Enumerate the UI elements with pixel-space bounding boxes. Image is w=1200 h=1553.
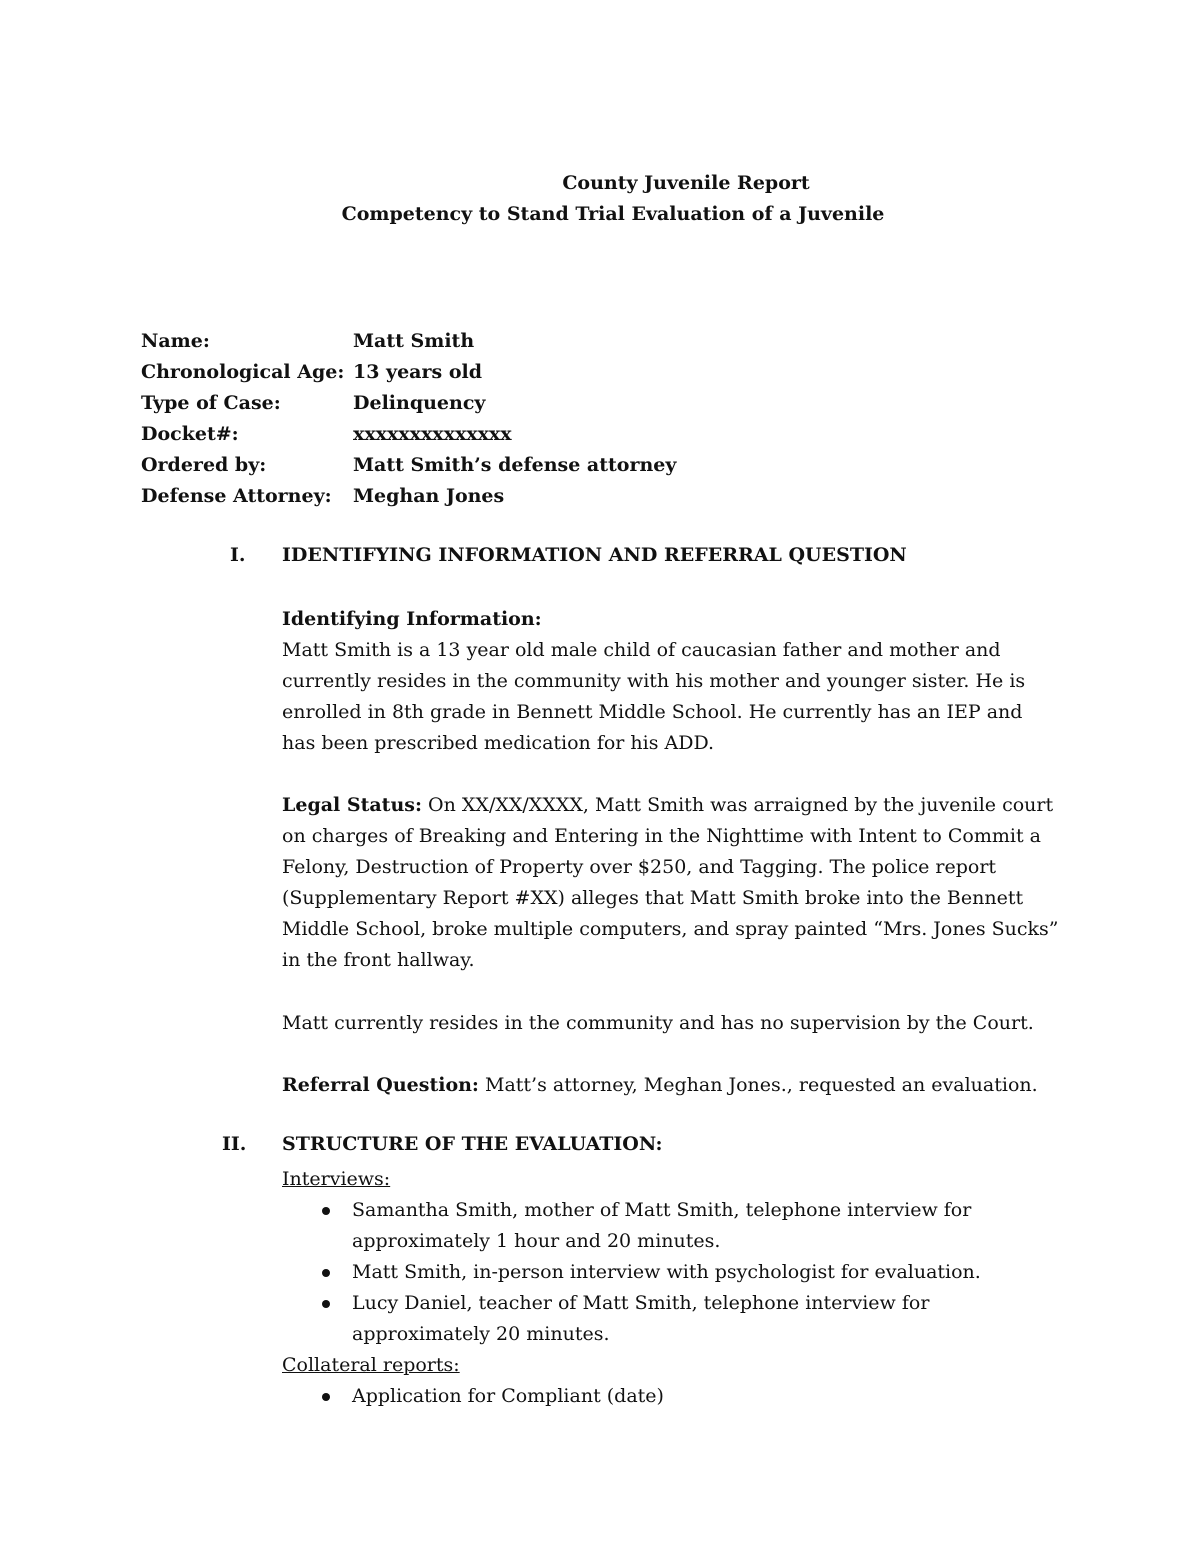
- section-1-number: I.: [230, 544, 246, 566]
- legal-status-label: Legal Status:: [282, 794, 422, 816]
- list-item-text: Lucy Daniel, teacher of Matt Smith, telephone interview for approximately 20 minutes.: [352, 1292, 930, 1345]
- list-item-text: Matt Smith, in-person interview with psychologist for evaluation.: [352, 1261, 981, 1283]
- info-value: 13 years old: [353, 361, 482, 383]
- interviews-label: Interviews:: [282, 1168, 391, 1190]
- list-item: [282, 1288, 982, 1350]
- info-label: Docket#:: [141, 423, 239, 445]
- bullet-icon: [322, 1269, 330, 1277]
- info-label: Chronological Age:: [141, 361, 345, 383]
- bullet-icon: [322, 1393, 330, 1401]
- collateral-reports-list: [282, 1381, 982, 1412]
- bullet-icon: [322, 1207, 330, 1215]
- interviews-list: [282, 1195, 982, 1350]
- info-label: Ordered by:: [141, 454, 267, 476]
- list-item: [282, 1381, 982, 1412]
- list-item-text: Samantha Smith, mother of Matt Smith, telephone interview for approximately 1 hour and 20 minutes.: [352, 1199, 972, 1252]
- identifying-info-text: Matt Smith is a 13 year old male child of caucasian father and mother and currently resides in the community with his mother and younger sister. He is enrolled in 8th grade in Bennett Middle School. He currently has an IEP and has been prescribed medication for his ADD.: [282, 639, 1026, 754]
- list-item: [282, 1195, 982, 1257]
- report-subtitle: Competency to Stand Trial Evaluation of a Juvenile: [341, 203, 885, 225]
- info-value: Matt Smith’s defense attorney: [353, 454, 677, 476]
- legal-status-paragraph: [282, 790, 1072, 976]
- info-value: xxxxxxxxxxxxxx: [353, 423, 512, 445]
- info-value: Meghan Jones: [353, 485, 505, 507]
- section-1-heading: IDENTIFYING INFORMATION AND REFERRAL QUESTION: [282, 544, 907, 566]
- section-2-number: II.: [222, 1133, 247, 1155]
- info-value: Matt Smith: [353, 330, 475, 352]
- supervision-paragraph: Matt currently resides in the community and has no supervision by the Court.: [282, 1012, 1034, 1034]
- info-label: Type of Case:: [141, 392, 281, 414]
- identifying-info-paragraph: [282, 635, 1052, 759]
- section-2-heading: STRUCTURE OF THE EVALUATION:: [282, 1133, 663, 1155]
- info-label: Name:: [141, 330, 210, 352]
- identifying-info-heading: Identifying Information:: [282, 608, 542, 630]
- referral-question-paragraph: [282, 1070, 1038, 1101]
- bullet-icon: [322, 1300, 330, 1308]
- legal-status-text: On XX/XX/XXXX, Matt Smith was arraigned by the juvenile court on charges of Breaking and Entering in the Nighttime with Intent to Commit a Felony, Destruction of Property over $250, and Tagging. The police report (Supplementary Report #XX) alleges that Matt Smith broke into the Bennett Middle School, broke multiple computers, and spray painted “Mrs. Jones Sucks” in the front hallway.: [282, 794, 1059, 971]
- report-title: County Juvenile Report: [562, 172, 810, 194]
- list-item: [282, 1257, 982, 1288]
- referral-question-label: Referral Question:: [282, 1074, 479, 1096]
- referral-question-text: Matt’s attorney, Meghan Jones., requested an evaluation.: [478, 1074, 1038, 1096]
- info-value: Delinquency: [353, 392, 486, 414]
- collateral-reports-label: Collateral reports:: [282, 1354, 460, 1376]
- info-label: Defense Attorney:: [141, 485, 332, 507]
- list-item-text: Application for Compliant (date): [352, 1385, 664, 1407]
